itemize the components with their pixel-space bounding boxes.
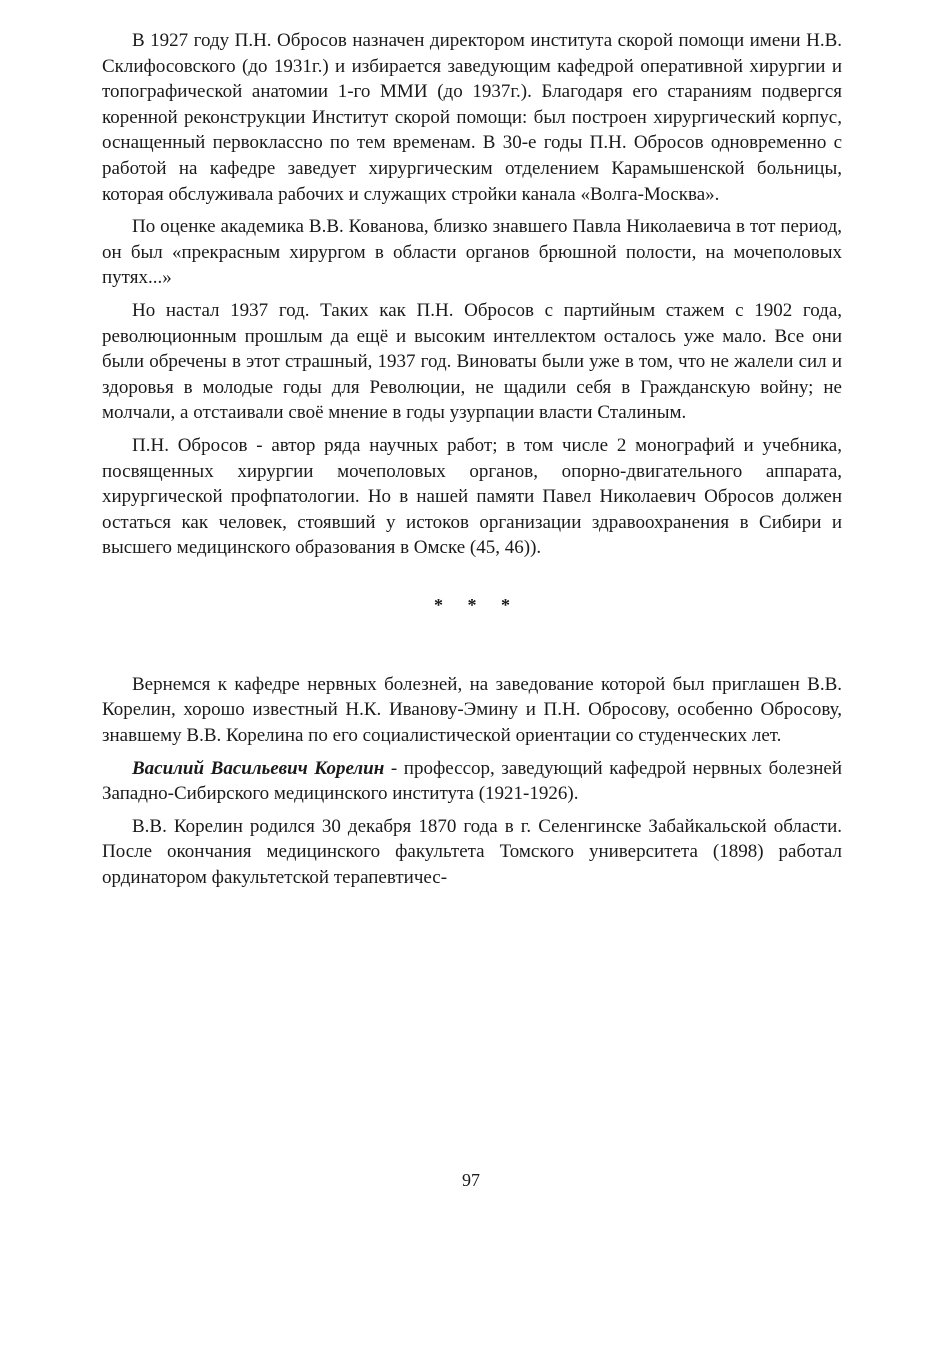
paragraph-scientific-works: П.Н. Обросов - автор ряда научных работ; в том числе 2 монографий и учебника, посвященных хирургии мочеполовых органов, опорно-двигательного аппарата, хирургической профпатологии. Но в нашей памяти Павел Николаевич Обросов должен остаться как человек, стоявший у истоков организации здравоохранения в Сибири и высшего медицинского образования в Омске (45, 46)). (102, 434, 842, 559)
section-separator: * * * (434, 594, 520, 615)
page-number: 97 (462, 1170, 480, 1190)
korelin-title-text: - профессор, заведующий кафедрой нервных болезней Западно-Сибирского медицинского института (1921-1926). (102, 757, 842, 805)
paragraph-korelin-title (102, 756, 842, 807)
paragraph-director-appointment: В 1927 году П.Н. Обросов назначен директором института скорой помощи имени Н.В. Склифосовского (до 1931г.) и избирается заведующим кафедрой оперативной хирургии и топографической анатомии 1-го ММИ (до 1937г.). Благодаря его стараниям подвергся коренной реконструкции Институт скорой помощи: был построен хирургический корпус, оснащенный первоклассно по тем временам. В 30-е годы П.Н. Обросов одновременно с работой на кафедре заведует хирургическим отделением Карамышенской больницы, которая обслуживала рабочих и служащих стройки канала «Волга-Москва». (102, 30, 842, 205)
paragraph-nervous-diseases-chair: Вернемся к кафедре нервных болезней, на заведование которой был приглашен В.В. Корелин, хорошо известный Н.К. Иванову-Эмину и П.Н. Обросову, особенно Обросову, знавшему В.В. Корелина по его социалистической ориентации со студенческих лет. (102, 673, 842, 747)
paragraph-korelin-biography: В.В. Корелин родился 30 декабря 1870 года в г. Селенгинске Забайкальской области. После окончания медицинского факультета Томского университета (1898) работал ординатором факультетской терапевтичес- (102, 815, 842, 889)
korelin-name: Василий Васильевич Корелин (132, 757, 385, 779)
paragraph-year-1937: Но настал 1937 год. Таких как П.Н. Обросов с партийным стажем с 1902 года, революционным прошлым да ещё и высоким интеллектом осталось уже мало. Все они были обречены в этот страшный, 1937 год. Виноваты были уже в том, что не жалели сил и здоровья в молодые годы для Революции, не щадили себя в Гражданскую войну; не молчали, а отстаивали своё мнение в годы узурпации власти Сталиным. (102, 299, 842, 424)
page-body (102, 28, 842, 891)
paragraph-kovanov-assessment: По оценке академика В.В. Кованова, близко знавшего Павла Николаевича в тот период, он был «прекрасным хирургом в области органов брюшной полости, на мочеполовых путях...» (102, 216, 842, 289)
